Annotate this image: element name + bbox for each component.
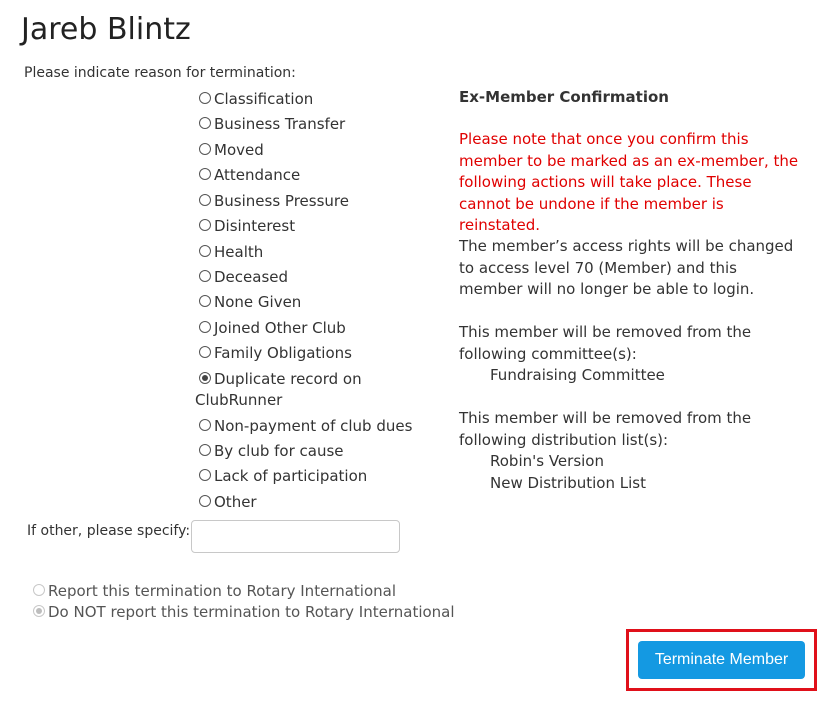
distribution-item: New Distribution List — [490, 473, 646, 492]
reason-label: Joined Other Club — [214, 319, 346, 337]
confirmation-heading: Ex-Member Confirmation — [459, 88, 669, 106]
reason-prompt: Please indicate reason for termination: — [24, 65, 296, 81]
reason-option-lack-of-participation[interactable] — [195, 466, 410, 487]
reason-option-family-obligations[interactable] — [195, 343, 410, 364]
reason-option-joined-other-club[interactable] — [195, 318, 410, 339]
report-option-do-not-report[interactable] — [29, 602, 455, 622]
reason-option-by-club-for-cause[interactable] — [195, 441, 410, 462]
reason-option-other[interactable] — [195, 492, 410, 513]
reason-label: Classification — [214, 90, 314, 108]
radio-other[interactable] — [199, 495, 211, 507]
reason-option-non-payment[interactable] — [195, 416, 413, 437]
reason-option-deceased[interactable] — [195, 267, 410, 288]
radio-none-given[interactable] — [199, 295, 211, 307]
reason-option-duplicate-record[interactable] — [195, 369, 410, 411]
reason-label: Deceased — [214, 268, 289, 286]
radio-deceased[interactable] — [199, 270, 211, 282]
radio-moved[interactable] — [199, 143, 211, 155]
radio-family-obligations[interactable] — [199, 346, 211, 358]
radio-business-pressure[interactable] — [199, 194, 211, 206]
reason-label: Other — [214, 493, 257, 511]
radio-by-club-for-cause[interactable] — [199, 444, 211, 456]
radio-joined-other-club[interactable] — [199, 321, 211, 333]
reason-option-business-pressure[interactable] — [195, 191, 410, 212]
committee-item: Fundraising Committee — [490, 366, 665, 384]
radio-business-transfer[interactable] — [199, 117, 211, 129]
reason-label: Moved — [214, 141, 264, 159]
reason-label: Non-payment of club dues — [214, 417, 413, 435]
report-label: Do NOT report this termination to Rotary International — [48, 603, 455, 621]
reason-label: Attendance — [214, 166, 301, 184]
reason-label: Family Obligations — [214, 344, 352, 362]
reason-label: None Given — [214, 293, 302, 311]
reason-option-health[interactable] — [195, 242, 410, 263]
radio-duplicate-record[interactable] — [199, 372, 211, 384]
distribution-notice — [459, 408, 804, 494]
distribution-item: Robin's Version — [490, 452, 604, 470]
radio-health[interactable] — [199, 245, 211, 257]
radio-non-payment[interactable] — [199, 419, 211, 431]
reason-label: Business Transfer — [214, 115, 346, 133]
reason-label: Duplicate record on ClubRunner — [195, 370, 362, 409]
reason-option-business-transfer[interactable] — [195, 114, 410, 135]
report-option-report[interactable] — [29, 581, 396, 601]
radio-do-not-report-to-ri[interactable] — [33, 605, 45, 617]
page-title: Jareb Blintz — [21, 12, 191, 47]
distribution-text: This member will be removed from the following distribution list(s): — [459, 409, 752, 449]
radio-lack-of-participation[interactable] — [199, 469, 211, 481]
reason-option-moved[interactable] — [195, 140, 410, 161]
confirmation-warning: Please note that once you confirm this member to be marked as an ex-member, the following actions will take place. These cannot be undone if the member is reinstated. — [459, 130, 799, 234]
committees-notice — [459, 322, 804, 387]
radio-classification[interactable] — [199, 92, 211, 104]
radio-disinterest[interactable] — [199, 219, 211, 231]
terminate-member-button[interactable]: Terminate Member — [638, 641, 805, 679]
reason-label: Lack of participation — [214, 467, 368, 485]
reason-option-classification[interactable] — [195, 89, 410, 110]
reason-option-attendance[interactable] — [195, 165, 410, 186]
reason-label: Disinterest — [214, 217, 296, 235]
reason-label: Business Pressure — [214, 192, 349, 210]
reason-label: By club for cause — [214, 442, 344, 460]
other-reason-input[interactable] — [191, 520, 400, 553]
radio-attendance[interactable] — [199, 168, 211, 180]
other-reason-label: If other, please specify: — [27, 523, 191, 539]
radio-report-to-ri[interactable] — [33, 584, 45, 596]
reason-option-disinterest[interactable] — [195, 216, 410, 237]
report-label: Report this termination to Rotary International — [48, 582, 396, 600]
committees-text: This member will be removed from the following committee(s): — [459, 323, 752, 363]
reason-option-none-given[interactable] — [195, 292, 410, 313]
access-rights-notice: The member’s access rights will be changed to access level 70 (Member) and this member will no longer be able to login. — [459, 237, 794, 298]
reason-label: Health — [214, 243, 264, 261]
